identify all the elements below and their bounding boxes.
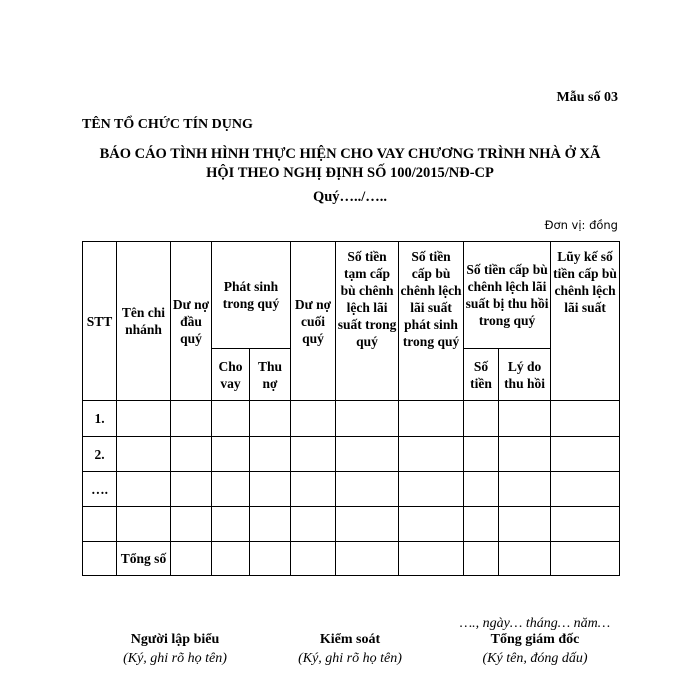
table-cell bbox=[117, 401, 171, 437]
table-cell bbox=[499, 542, 551, 576]
table-cell bbox=[551, 401, 620, 437]
signature-director bbox=[435, 632, 635, 667]
table-cell bbox=[499, 401, 551, 437]
table-cell bbox=[250, 472, 291, 507]
table-cell bbox=[399, 401, 464, 437]
table-cell bbox=[399, 437, 464, 472]
form-number: Mẫu số 03 bbox=[556, 90, 618, 105]
header-recovered-compensation: Số tiền cấp bù chênh lệch lãi suất bị thu hồi trong quý bbox=[464, 242, 551, 349]
table-row bbox=[83, 472, 620, 507]
table-cell bbox=[464, 472, 499, 507]
table-cell bbox=[117, 507, 171, 542]
table-cell bbox=[336, 401, 399, 437]
table-cell bbox=[399, 507, 464, 542]
table-cell bbox=[212, 472, 250, 507]
header-opening-balance: Dư nợ đầu quý bbox=[171, 242, 212, 401]
header-arising-compensation: Số tiền cấp bù chênh lệch lãi suất phát sinh trong quý bbox=[399, 242, 464, 401]
table-row bbox=[83, 507, 620, 542]
table-cell bbox=[291, 507, 336, 542]
table-cell bbox=[250, 401, 291, 437]
header-arising-in-quarter: Phát sinh trong quý bbox=[212, 242, 291, 349]
row-number: …. bbox=[83, 472, 117, 507]
table-cell bbox=[551, 507, 620, 542]
signature-title: Người lập biểu bbox=[130, 632, 220, 647]
signature-title: Kiểm soát bbox=[319, 632, 381, 647]
table-cell bbox=[291, 542, 336, 576]
table-cell bbox=[171, 542, 212, 576]
table-cell bbox=[464, 437, 499, 472]
currency-unit: Đơn vị: đồng bbox=[544, 218, 618, 232]
report-title-line2: HỘI THEO NGHỊ ĐỊNH SỐ 100/2015/NĐ-CP bbox=[206, 165, 494, 181]
signature-controller bbox=[250, 632, 450, 667]
table-cell bbox=[291, 401, 336, 437]
table-cell bbox=[499, 437, 551, 472]
table-cell bbox=[212, 401, 250, 437]
row-number bbox=[83, 507, 117, 542]
table-cell bbox=[117, 437, 171, 472]
total-row bbox=[83, 542, 620, 576]
total-label: Tổng số bbox=[117, 542, 171, 576]
table-row bbox=[83, 437, 620, 472]
table-row bbox=[83, 401, 620, 437]
signature-hint: (Ký tên, đóng dấu) bbox=[482, 651, 588, 666]
table-cell bbox=[336, 472, 399, 507]
header-cumulative-compensation: Lũy kế số tiền cấp bù chênh lệch lãi suất bbox=[551, 242, 620, 401]
table-cell bbox=[117, 472, 171, 507]
signature-hint: (Ký, ghi rõ họ tên) bbox=[298, 651, 402, 666]
table-cell bbox=[83, 542, 117, 576]
table-cell bbox=[464, 507, 499, 542]
row-number: 2. bbox=[83, 437, 117, 472]
row-number: 1. bbox=[83, 401, 117, 437]
table-cell bbox=[171, 401, 212, 437]
date-line: …., ngày… tháng… năm… bbox=[459, 616, 611, 631]
table-cell bbox=[336, 507, 399, 542]
report-title-line1: BÁO CÁO TÌNH HÌNH THỰC HIỆN CHO VAY CHƯƠNG TRÌNH NHÀ Ở XÃ bbox=[99, 146, 601, 162]
table-cell bbox=[551, 437, 620, 472]
header-recovery-reason: Lý do thu hồi bbox=[499, 349, 551, 401]
table-cell bbox=[171, 472, 212, 507]
table-cell bbox=[171, 507, 212, 542]
table-cell bbox=[399, 472, 464, 507]
table-cell bbox=[171, 437, 212, 472]
header-amount: Số tiền bbox=[464, 349, 499, 401]
table-cell bbox=[250, 507, 291, 542]
header-stt: STT bbox=[83, 242, 117, 401]
table-cell bbox=[499, 472, 551, 507]
report-table bbox=[82, 241, 620, 576]
table-cell bbox=[551, 472, 620, 507]
signature-preparer bbox=[75, 632, 275, 667]
table-cell bbox=[212, 507, 250, 542]
organization-name: TÊN TỔ CHỨC TÍN DỤNG bbox=[82, 117, 253, 132]
header-branch-name: Tên chi nhánh bbox=[117, 242, 171, 401]
header-closing-balance: Dư nợ cuối quý bbox=[291, 242, 336, 401]
table-cell bbox=[551, 542, 620, 576]
header-temp-compensation: Số tiền tạm cấp bù chênh lệch lãi suất trong quý bbox=[336, 242, 399, 401]
table-cell bbox=[250, 542, 291, 576]
table-cell bbox=[291, 437, 336, 472]
table-cell bbox=[212, 542, 250, 576]
table-cell bbox=[499, 507, 551, 542]
table-cell bbox=[336, 542, 399, 576]
table-cell bbox=[291, 472, 336, 507]
table-cell bbox=[212, 437, 250, 472]
table-cell bbox=[464, 542, 499, 576]
report-quarter: Quý…../….. bbox=[312, 189, 388, 205]
header-debt-collection: Thu nợ bbox=[250, 349, 291, 401]
table-cell bbox=[464, 401, 499, 437]
signature-hint: (Ký, ghi rõ họ tên) bbox=[123, 651, 227, 666]
signature-title: Tổng giám đốc bbox=[490, 632, 580, 647]
header-row-1 bbox=[83, 242, 620, 349]
table-cell bbox=[250, 437, 291, 472]
table-cell bbox=[399, 542, 464, 576]
table-cell bbox=[336, 437, 399, 472]
header-loan: Cho vay bbox=[212, 349, 250, 401]
